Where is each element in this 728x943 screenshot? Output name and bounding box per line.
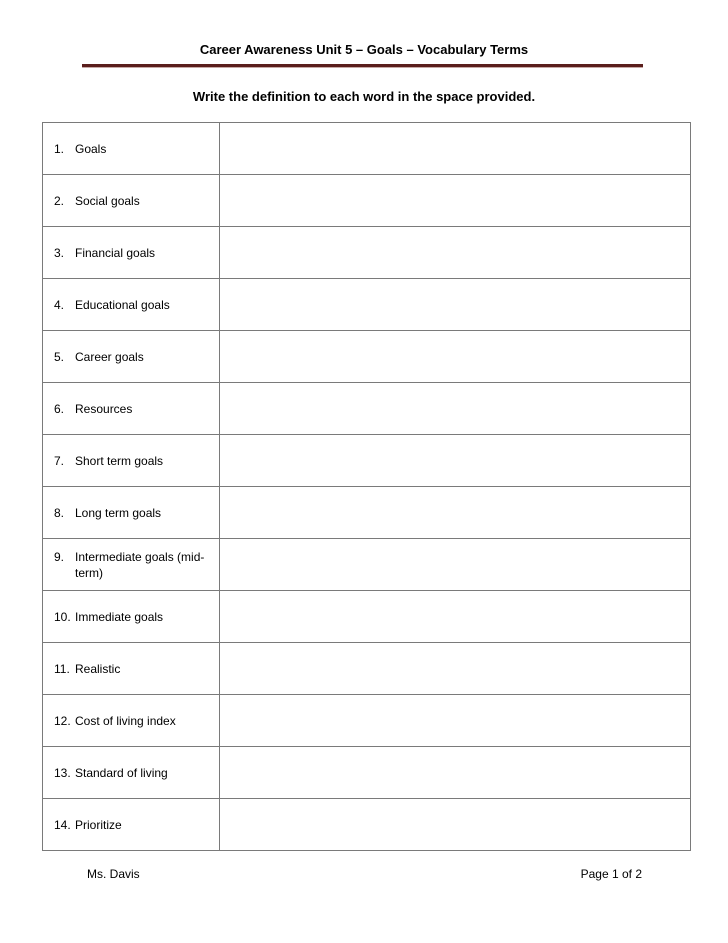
term-label: Intermediate goals (mid-term): [75, 549, 205, 580]
term-label: Short term goals: [75, 453, 164, 468]
term-label: Social goals: [75, 193, 140, 208]
term-number: 12.: [54, 713, 71, 728]
term-cell: [43, 227, 220, 279]
definition-cell[interactable]: [220, 123, 691, 175]
term-label: Long term goals: [75, 505, 162, 520]
table-row: [43, 643, 691, 695]
definition-cell[interactable]: [220, 383, 691, 435]
vocabulary-table: [42, 122, 691, 851]
term-cell: [43, 747, 220, 799]
term-cell: [43, 175, 220, 227]
definition-cell[interactable]: [220, 279, 691, 331]
definition-cell[interactable]: [220, 435, 691, 487]
term-label: Educational goals: [75, 297, 170, 312]
term-cell: [43, 123, 220, 175]
title-divider: [82, 64, 643, 68]
definition-cell[interactable]: [220, 643, 691, 695]
term-cell: [43, 435, 220, 487]
table-row: [43, 799, 691, 851]
term-label: Standard of living: [75, 765, 168, 780]
instructions: Write the definition to each word in the space provided.: [192, 89, 536, 104]
term-label: Career goals: [75, 349, 144, 364]
table-row: [43, 331, 691, 383]
term-label: Goals: [75, 141, 107, 156]
definition-cell[interactable]: [220, 227, 691, 279]
table-row: [43, 383, 691, 435]
term-label: Financial goals: [75, 245, 156, 260]
term-number: 4.: [54, 297, 65, 312]
term-label: Immediate goals: [75, 609, 164, 624]
term-cell: [43, 487, 220, 539]
table-row: [43, 227, 691, 279]
term-label: Cost of living index: [75, 713, 176, 728]
table-row: [43, 279, 691, 331]
term-label: Resources: [75, 401, 133, 416]
footer-page-number: Page 1 of 2: [580, 867, 642, 881]
definition-cell[interactable]: [220, 331, 691, 383]
term-number: 13.: [54, 765, 71, 780]
term-number: 6.: [54, 401, 65, 416]
definition-cell[interactable]: [220, 799, 691, 851]
term-number: 3.: [54, 245, 65, 260]
term-number: 14.: [54, 817, 71, 832]
table-row: [43, 487, 691, 539]
table-row: [43, 539, 691, 591]
term-cell: [43, 331, 220, 383]
term-cell: [43, 643, 220, 695]
term-cell: [43, 799, 220, 851]
table-row: [43, 695, 691, 747]
definition-cell[interactable]: [220, 487, 691, 539]
term-label: Prioritize: [75, 817, 122, 832]
footer-author: Ms. Davis: [87, 867, 140, 881]
table-row: [43, 591, 691, 643]
term-number: 11.: [54, 661, 70, 676]
term-number: 5.: [54, 349, 65, 364]
term-number: 10.: [54, 609, 71, 624]
table-row: [43, 435, 691, 487]
term-cell: [43, 695, 220, 747]
term-number: 8.: [54, 505, 65, 520]
definition-cell[interactable]: [220, 591, 691, 643]
term-number: 2.: [54, 193, 65, 208]
definition-cell[interactable]: [220, 175, 691, 227]
term-cell: [43, 279, 220, 331]
term-number: 1.: [54, 141, 65, 156]
term-cell: [43, 539, 220, 591]
definition-cell[interactable]: [220, 747, 691, 799]
term-cell: [43, 591, 220, 643]
table-row: [43, 175, 691, 227]
table-row: [43, 123, 691, 175]
definition-cell[interactable]: [220, 539, 691, 591]
document-title: Career Awareness Unit 5 – Goals – Vocabulary Terms: [199, 42, 529, 57]
table-row: [43, 747, 691, 799]
term-number: 9.: [54, 549, 65, 564]
term-label: Realistic: [75, 661, 121, 676]
definition-cell[interactable]: [220, 695, 691, 747]
term-cell: [43, 383, 220, 435]
term-number: 7.: [54, 453, 65, 468]
